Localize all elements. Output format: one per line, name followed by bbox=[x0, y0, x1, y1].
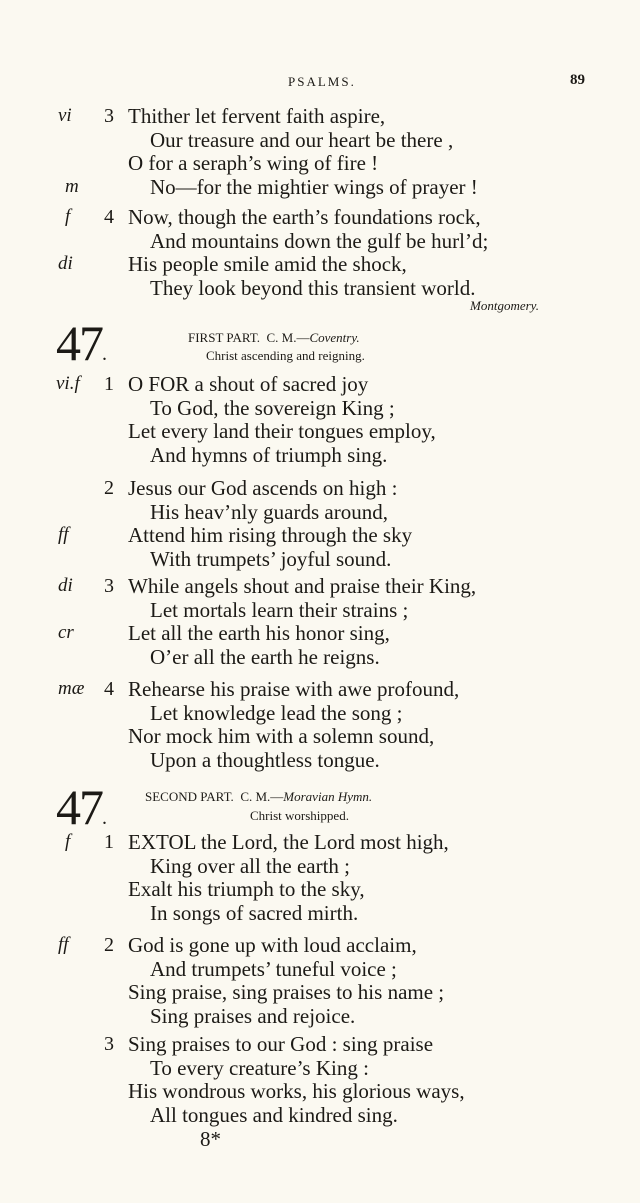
verse-line: Let all the earth his honor sing, bbox=[128, 621, 390, 645]
stanza-number: 1 bbox=[104, 373, 114, 395]
stanza-number: 1 bbox=[104, 831, 114, 853]
verse-line: Nor mock him with a solemn sound, bbox=[128, 724, 435, 748]
hymn-heading: SECOND PART. C. M.—Moravian Hymn. bbox=[145, 789, 373, 804]
verse-line: Rehearse his praise with awe profound, bbox=[128, 677, 460, 701]
verse-line: Let knowledge lead the song ; bbox=[150, 700, 403, 725]
verse-line: Let every land their tongues employ, bbox=[128, 419, 436, 443]
dynamic-mark: vi bbox=[58, 105, 72, 126]
hymn-subtitle: Christ ascending and reigning. bbox=[206, 348, 365, 363]
stanza-number: 4 bbox=[104, 678, 114, 700]
dynamic-mark: f bbox=[65, 831, 71, 852]
verse-line: EXTOL the Lord, the Lord most high, bbox=[128, 830, 449, 854]
verse-line: Thither let fervent faith aspire, bbox=[128, 104, 386, 128]
hymn-subtitle: Christ worshipped. bbox=[250, 808, 349, 823]
running-title: PSALMS. bbox=[288, 74, 356, 89]
verse-line: Upon a thoughtless tongue. bbox=[150, 747, 380, 772]
verse-line: In songs of sacred mirth. bbox=[150, 900, 359, 925]
dynamic-mark: f bbox=[65, 206, 71, 227]
verse-line: Our treasure and our heart be there , bbox=[150, 127, 454, 152]
hymn-number: 47. bbox=[56, 315, 105, 371]
page-signature: 8* bbox=[200, 1127, 221, 1151]
verse-line: God is gone up with loud acclaim, bbox=[128, 933, 417, 957]
verse-line: O FOR a shout of sacred joy bbox=[128, 372, 369, 396]
dynamic-mark: vi.f bbox=[56, 373, 80, 394]
verse-line: No—for the mightier wings of prayer ! bbox=[150, 174, 478, 199]
verse-line: Let mortals learn their strains ; bbox=[150, 597, 409, 622]
verse-line: O’er all the earth he reigns. bbox=[150, 644, 380, 669]
dynamic-mark: cr bbox=[58, 622, 74, 643]
verse-line: O for a seraph’s wing of fire ! bbox=[128, 151, 379, 175]
verse-line: And hymns of triumph sing. bbox=[150, 442, 388, 467]
stanza-number: 2 bbox=[104, 934, 114, 956]
verse-line: His wondrous works, his glorious ways, bbox=[128, 1079, 465, 1103]
verse-line: Now, though the earth’s foundations rock, bbox=[128, 205, 481, 229]
dynamic-mark: di bbox=[58, 575, 73, 596]
dynamic-mark: m bbox=[65, 175, 79, 197]
stanza-number: 3 bbox=[104, 575, 114, 597]
verse-line: Sing praises to our God : sing praise bbox=[128, 1032, 434, 1056]
stanza-number: 3 bbox=[104, 1033, 114, 1055]
verse-line: All tongues and kindred sing. bbox=[150, 1102, 398, 1127]
verse-line: To every creature’s King : bbox=[150, 1055, 369, 1080]
hymn-heading: FIRST PART. C. M.—Coventry. bbox=[188, 330, 360, 345]
hymn-number: 47. bbox=[56, 779, 105, 835]
verse-line: To God, the sovereign King ; bbox=[150, 395, 395, 420]
verse-line: King over all the earth ; bbox=[150, 853, 351, 878]
verse-line: And mountains down the gulf be hurl’d; bbox=[150, 228, 489, 253]
dynamic-mark: mæ bbox=[58, 678, 85, 699]
dynamic-mark: ff bbox=[58, 524, 69, 545]
stanza-number: 4 bbox=[104, 206, 114, 228]
verse-line: His people smile amid the shock, bbox=[128, 252, 407, 276]
verse-line: While angels shout and praise their King, bbox=[128, 574, 477, 598]
verse-line: Sing praise, sing praises to his name ; bbox=[128, 980, 445, 1004]
stanza-number: 3 bbox=[104, 105, 114, 127]
verse-line: Exalt his triumph to the sky, bbox=[128, 877, 365, 901]
page-number: 89 bbox=[570, 72, 585, 88]
author-credit: Montgomery. bbox=[470, 298, 539, 313]
verse-line: His heav’nly guards around, bbox=[150, 499, 388, 524]
stanza-number: 2 bbox=[104, 477, 114, 499]
verse-line: Sing praises and rejoice. bbox=[150, 1003, 356, 1028]
verse-line: With trumpets’ joyful sound. bbox=[150, 546, 392, 571]
verse-line: They look beyond this transient world. bbox=[150, 275, 476, 300]
verse-line: And trumpets’ tuneful voice ; bbox=[150, 956, 397, 981]
dynamic-mark: di bbox=[58, 253, 73, 274]
dynamic-mark: ff bbox=[58, 934, 69, 955]
verse-line: Attend him rising through the sky bbox=[128, 523, 413, 547]
verse-line: Jesus our God ascends on high : bbox=[128, 476, 398, 500]
